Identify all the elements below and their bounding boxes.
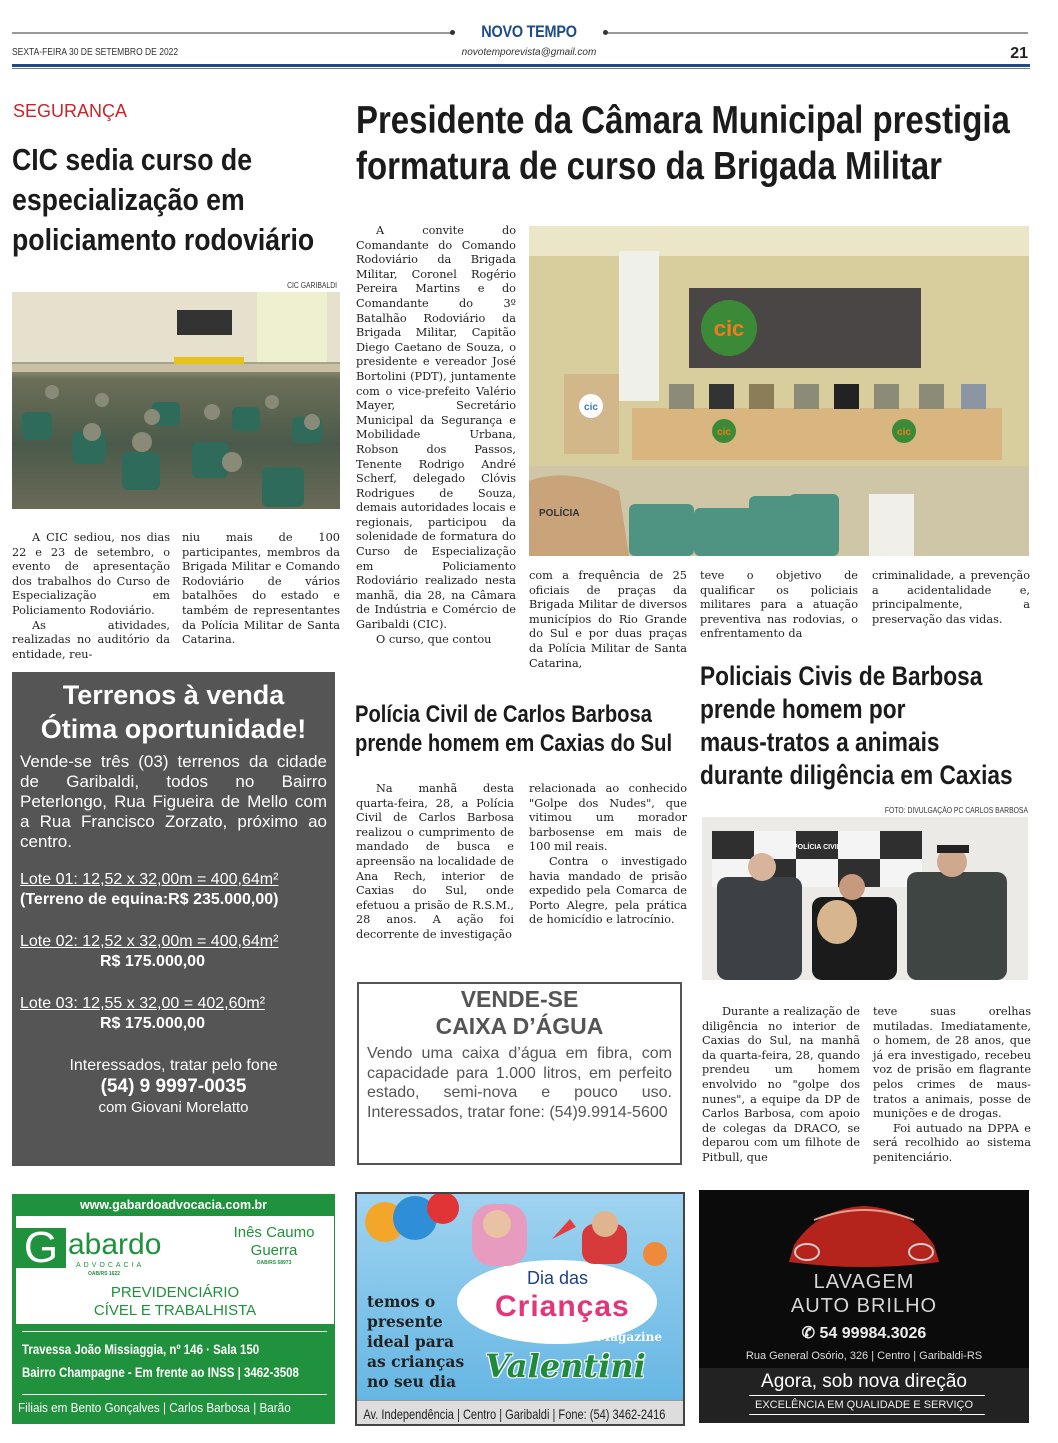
ad-title: Ótima oportunidade! [40, 714, 307, 744]
lawyer-name-line: Guerra [250, 1242, 298, 1259]
lot-price: (Terreno de equina:R$ 235.000,00) [20, 891, 279, 908]
title-line: prende homem por [700, 694, 906, 724]
divider [22, 1394, 327, 1395]
ad-valentini [355, 1192, 685, 1426]
ad-tagline [367, 1292, 464, 1392]
ad-branches: Filiais em Bento Gonçalves | Carlos Barbosa | Barão [18, 1400, 291, 1415]
practice-area: PREVIDENCIÁRIO [110, 1284, 240, 1301]
ad-sub-slogan: EXCELÊNCIA EM QUALIDADE E SERVIÇO [754, 1399, 974, 1411]
article-column-3: teve o objetivo de qualificar os policiais militares para a atuação preventiva nas rodovias, o enfrentamento da [700, 569, 858, 641]
car-icon [699, 1200, 1029, 1280]
ad-title [699, 1270, 1029, 1318]
article-photo [702, 817, 1028, 980]
paragraph: Foi autuado na DPPA e será recolhido ao sistema penitenciário. [873, 1121, 1031, 1164]
auditorium-photo-illustration [12, 292, 340, 509]
paragraph: niu mais de 100 participantes, membros da Brigada Militar e Comando Rodoviário de vários batalhões do estado e também de representantes da Polícia Militar de Santa Catarina. [182, 531, 340, 647]
lot-label: Lote 01: 12,52 x 32,00m = 400,64m² [20, 871, 279, 888]
desk-logo-text: cic [717, 427, 731, 438]
puppy [817, 900, 857, 944]
lot-3 [20, 994, 327, 1034]
paragraph: A convite do Comandante do Comando Rodoviário da Brigada Militar, Coronel Rogério Pereira Martins e do Comandante do 3º Batalhão Rodoviário da Brigada Militar, Capitão Diego Caetano de Souza, o presidente e vereador José Bortolini (PDT), juntamente com o vice-prefeito Valério Mayer, Secretário Municipal da Segurança e Mobilidade Urbana, Robson dos Passos, Tenente Rodrigo André Scherf, delegado Clóvis Rodrigues de Souza, demais autoridades locais e regionais, participou da solenidade de formatura do Curso de Especialização em Policiamento Rodoviário realizado nesta manhã, dia 28, na Câmara de Indústria e Comércio de Garibaldi (CIC). [356, 224, 516, 632]
section-label: SEGURANÇA [13, 101, 128, 121]
head-table [632, 408, 1002, 460]
contact-email[interactable]: novotemporevista@gmail.com [461, 47, 597, 58]
contact-line: Interessados, tratar pelo fone [69, 1057, 278, 1074]
article-column-1 [356, 224, 516, 647]
banner-logo-text: cic [713, 316, 745, 341]
tagline-line: ideal para [367, 1332, 455, 1351]
paragraph: relacionada ao conhecido "Golpe dos Nudes", que vitimou um morador barbosense em mais de 100 mil reais. [529, 782, 687, 854]
whatsapp-icon: ✆ [801, 1325, 820, 1342]
police-photo-illustration [702, 817, 1028, 980]
desk-logo-text: cic [897, 427, 911, 438]
title-line: LAVAGEM [813, 1271, 915, 1293]
tagline-line: no seu dia [367, 1372, 457, 1391]
article-title [356, 98, 1024, 190]
ad-title: Terrenos à venda [62, 680, 285, 710]
projection-screen [257, 292, 327, 362]
tagline-line: temos o [367, 1292, 436, 1311]
article-column-1 [12, 531, 170, 662]
ad-lavagem-auto-brilho [699, 1190, 1029, 1423]
address-line: Travessa João Missiaggia, nº 146 · Sala 150 [22, 1341, 260, 1357]
title-line: formatura de curso da Brigada Militar [356, 145, 943, 188]
lot-2 [20, 932, 327, 972]
page-number: 21 [1010, 45, 1028, 62]
photo-credit: FOTO: DIVULGAÇÃO PC CARLOS BARBOSA [884, 806, 1028, 815]
issue-date: SEXTA-FEIRA 30 DE SETEMBRO DE 2022 [12, 47, 179, 58]
photo-credit: CIC GARIBALDI [287, 281, 337, 290]
ad-gabardo-advocacia [12, 1194, 335, 1424]
header-rule [12, 64, 1030, 67]
divider [22, 1331, 327, 1332]
paragraph: teve suas orelhas mutiladas. Imediatamente, o homem, de 28 anos, que já era investigado, recebeu voz de prisão em flagrante pelos crimes de maus-tratos a animais, posse de munições e de drogas. [873, 1005, 1031, 1121]
divider [749, 1395, 985, 1396]
title-line: durante diligência em Caxias [700, 760, 1013, 790]
paragraph: Na manhã desta quarta-feira, 28, a Polícia Civil de Carlos Barbosa realizou o cumprimento de mandado de busca e apreensão na localidade de Ana Rech, interior de Caxias do Sul, onde efetuou a prisão de R.S.M., 28 anos. A ação foi decorrente de investigação [356, 782, 514, 941]
logo-oab: OAB/RS 1622 [88, 1271, 120, 1277]
ad-caixa-dagua [357, 982, 682, 1165]
logo-wordmark: abardo [68, 1228, 162, 1261]
contact-name: com Giovani Morelatto [98, 1099, 249, 1116]
store-name: Valentini [485, 1347, 646, 1385]
ad-text: Vendo uma caixa d’água em fibra, com capacidade para 1.000 litros, em perfeito estado, semi-nova e pouco uso. Interessados, tratar fone: (54)9.9914-5600 [367, 1045, 672, 1121]
ad-slogan: Agora, sob nova direção [761, 1371, 967, 1392]
store-subtitle: Magazine [597, 1330, 662, 1344]
title-line: prende homem em Caxias do Sul [355, 730, 673, 757]
jacket-text: POLÍCIA [539, 508, 580, 519]
masthead: NOVO TEMPO [481, 22, 577, 41]
title-line: Presidente da Câmara Municipal prestigia [356, 99, 1010, 142]
tagline-line: presente [367, 1312, 443, 1331]
title-line: Polícia Civil de Carlos Barbosa [355, 701, 652, 728]
lot-price: R$ 175.000,00 [100, 953, 205, 970]
title-line: AUTO BRILHO [790, 1295, 938, 1317]
lawyer-oab: OAB/RS 58973 [256, 1260, 292, 1266]
lawyer-name-line: Inês Caumo [233, 1224, 315, 1241]
tagline-line: as crianças [367, 1352, 465, 1371]
lawyer-name [216, 1224, 332, 1267]
lot-label: Lote 03: 12,55 x 32,00 = 402,60m² [20, 995, 266, 1012]
paragraph: Contra o investigado havia mandado de prisão expedido pela Comarca de Porto Alegre, pela prática de homicídio e latrocínio. [529, 854, 687, 927]
ad-phone[interactable] [699, 1324, 1029, 1344]
logo-g: G [16, 1228, 66, 1268]
paragraph: Durante a realização de diligência no interior de Caxias do Sul, na manhã da quarta-feira, 28, quando prendeu um homem envolvido no "golpe dos nunes", a equipe da DP de Carlos Barbosa, com apoio de colegas da DRACO, se deparou com um filhote de Pitbull, que [702, 1005, 860, 1164]
title-line: maus-tratos a animais [700, 727, 940, 757]
ceremony-photo-illustration [529, 226, 1029, 556]
ad-terrenos [12, 672, 335, 1166]
practice-area: CÍVEL E TRABALHISTA [93, 1302, 257, 1319]
lot-label: Lote 02: 12,52 x 32,00m = 400,64m² [20, 933, 279, 950]
ad-title: CAIXA D’ÁGUA [435, 1013, 604, 1039]
article-column-2 [873, 1005, 1031, 1166]
article-title [700, 660, 1036, 792]
article-photo [529, 226, 1029, 556]
event-subtitle: Crianças [495, 1290, 630, 1323]
article-column-2 [529, 782, 687, 928]
contact-phone[interactable]: (54) 9 9997-0035 [100, 1076, 247, 1097]
article-photo [12, 292, 340, 509]
article-column-2 [182, 531, 340, 648]
phone-text: 54 99984.3026 [819, 1325, 927, 1342]
practice-areas [16, 1284, 334, 1320]
paragraph: O curso, que contou [376, 632, 492, 646]
ad-title: VENDE-SE [460, 986, 579, 1012]
address-line[interactable]: Bairro Champagne - Em frente ao INSS | 3462-3508 [22, 1364, 299, 1380]
title-line: especialização em [12, 182, 245, 217]
header-rule-thin [12, 68, 1030, 69]
logo-subtitle: ADVOCACIA [76, 1262, 145, 1269]
lot-1 [20, 870, 327, 910]
article-column-2: com a frequência de 25 oficiais de praças da Brigada Militar de diversos municípios do Rio Grande do Sul e por duas praças da Polícia Militar de Santa Catarina, [529, 569, 687, 670]
article-title [355, 700, 691, 758]
header-rule-right [608, 32, 1028, 34]
event-title: Dia das [527, 1268, 589, 1288]
ad-address: Rua General Osório, 326 | Centro | Garibaldi-RS [745, 1350, 983, 1362]
ad-website[interactable]: www.gabardoadvocacia.com.br [79, 1198, 268, 1212]
paragraph: As atividades, realizadas no auditório da entidade, reu- [12, 618, 170, 661]
lot-price: R$ 175.000,00 [100, 1015, 205, 1032]
title-line: Policiais Civis de Barbosa [700, 661, 983, 691]
article-column-4: criminalidade, a prevenção a acidentalidade e, principalmente, a preservação das vidas. [872, 569, 1030, 626]
store-address: Av. Independência | Centro | Garibaldi | Fone: (54) 3462-2416 [357, 1400, 685, 1426]
title-line: CIC sedia curso de [12, 142, 253, 177]
article-title [12, 140, 339, 260]
title-line: policiamento rodoviário [12, 222, 315, 257]
logo-panel [16, 1216, 334, 1324]
article-column-1 [702, 1005, 860, 1166]
banner-text: POLÍCIA CIVIL [793, 844, 841, 851]
divider [749, 1414, 985, 1415]
article-column-1 [356, 782, 514, 943]
podium-logo-text: cic [584, 402, 598, 413]
ad-address [22, 1338, 299, 1384]
ad-intro: Vende-se três (03) terrenos da cidade de Garibaldi, todos no Bairro Peterlongo, Rua Figueira de Mello com a Rua Francisco Zorzato, próximo ao centro. [20, 752, 327, 851]
paragraph: A CIC sediou, nos dias 22 e 23 de setembro, o evento de apresentação dos trabalhos do Curso de Especialização em Policiamento Rodoviário. [12, 531, 170, 617]
